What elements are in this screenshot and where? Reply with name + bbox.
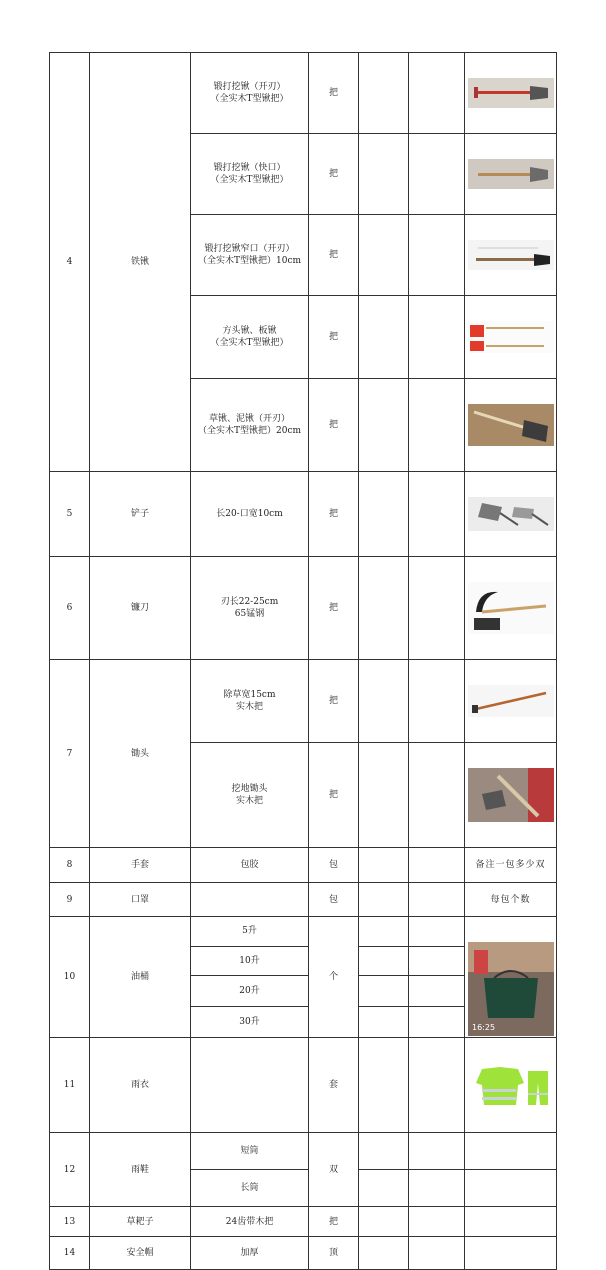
item-spec: 加厚 [191, 1237, 309, 1270]
quantity-cell [359, 883, 409, 917]
shovel-sharp-edge-icon [468, 147, 554, 201]
quantity-cell [359, 134, 409, 215]
item-unit: 把 [309, 472, 359, 557]
item-spec: 刃长22-25cm 65锰钢 [191, 557, 309, 660]
price-cell [409, 976, 465, 1007]
price-cell [409, 660, 465, 743]
table-row [50, 848, 557, 883]
item-unit: 双 [309, 1133, 359, 1207]
row-number: 13 [50, 1207, 90, 1237]
item-spec: 草锹、泥锹（开刃） （全实木T型锹把）20cm [191, 379, 309, 472]
quantity-cell [359, 1133, 409, 1170]
item-spec: 方头锹、板锹 （全实木T型锹把） [191, 296, 309, 379]
item-unit: 把 [309, 743, 359, 848]
sickle-icon [468, 570, 554, 646]
price-cell [409, 1038, 465, 1133]
item-spec: 5升 [191, 917, 309, 947]
item-unit: 包 [309, 848, 359, 883]
price-cell [409, 1133, 465, 1170]
item-spec [191, 1038, 309, 1133]
remark-cell [465, 1133, 557, 1170]
row-number: 11 [50, 1038, 90, 1133]
price-cell [409, 472, 465, 557]
price-cell [409, 1207, 465, 1237]
item-spec: 锻打挖锹（快口） （全实木T型锹把） [191, 134, 309, 215]
item-name: 雨衣 [90, 1038, 191, 1133]
quantity-cell [359, 1207, 409, 1237]
table-row [50, 660, 557, 743]
price-cell [409, 379, 465, 472]
price-cell [409, 917, 465, 947]
item-name: 雨鞋 [90, 1133, 191, 1207]
table-row [50, 883, 557, 917]
narrow-shovel-icon [468, 228, 554, 282]
remark-cell: 备注一包多少双 [465, 848, 557, 883]
quantity-cell [359, 1170, 409, 1207]
item-spec: 30升 [191, 1007, 309, 1038]
table-row [50, 1133, 557, 1170]
item-unit: 个 [309, 917, 359, 1038]
digging-hoe-icon [468, 756, 554, 834]
price-cell [409, 215, 465, 296]
item-name: 草耙子 [90, 1207, 191, 1237]
oil-bucket-icon [468, 930, 554, 1032]
quantity-cell [359, 215, 409, 296]
row-number: 9 [50, 883, 90, 917]
remark-cell [465, 1237, 557, 1270]
quantity-cell [359, 1237, 409, 1270]
price-cell [409, 53, 465, 134]
quantity-cell [359, 743, 409, 848]
row-number: 6 [50, 557, 90, 660]
price-cell [409, 1170, 465, 1207]
row-number: 7 [50, 660, 90, 848]
item-spec: 除草宽15cm 实木把 [191, 660, 309, 743]
table-row [50, 917, 557, 947]
row-number: 8 [50, 848, 90, 883]
row-number: 4 [50, 53, 90, 472]
raincoat-icon [468, 1051, 554, 1119]
item-spec: 20升 [191, 976, 309, 1007]
table-row [50, 1038, 557, 1133]
quantity-cell [359, 917, 409, 947]
item-unit: 把 [309, 557, 359, 660]
quantity-cell [359, 53, 409, 134]
photo-timestamp: 16:25 [471, 1023, 495, 1032]
quantity-cell [359, 472, 409, 557]
item-spec: 10升 [191, 946, 309, 976]
procurement-table [49, 52, 557, 1270]
square-shovel-icon [468, 309, 554, 365]
row-number: 12 [50, 1133, 90, 1207]
item-spec: 锻打挖锹（开刃） （全实木T型锹把） [191, 53, 309, 134]
item-spec: 长20-口宽10cm [191, 472, 309, 557]
price-cell [409, 134, 465, 215]
row-number: 14 [50, 1237, 90, 1270]
item-name: 铁锹 [90, 53, 191, 472]
price-cell [409, 743, 465, 848]
price-cell [409, 946, 465, 976]
item-spec: 短筒 [191, 1133, 309, 1170]
row-number: 10 [50, 917, 90, 1038]
price-cell [409, 883, 465, 917]
item-name: 口罩 [90, 883, 191, 917]
quantity-cell [359, 1038, 409, 1133]
item-spec: 包胶 [191, 848, 309, 883]
item-unit: 把 [309, 660, 359, 743]
remark-cell: 每包个数 [465, 883, 557, 917]
price-cell [409, 1007, 465, 1038]
quantity-cell [359, 557, 409, 660]
table-row [50, 1207, 557, 1237]
item-spec: 锻打挖锹窄口（开刃） （全实木T型锹把）10cm [191, 215, 309, 296]
quantity-cell [359, 848, 409, 883]
quantity-cell [359, 660, 409, 743]
item-unit: 把 [309, 134, 359, 215]
item-unit: 把 [309, 1207, 359, 1237]
item-name: 油桶 [90, 917, 191, 1038]
table-row [50, 472, 557, 557]
grass-shovel-icon [468, 392, 554, 458]
remark-cell [465, 1170, 557, 1207]
price-cell [409, 296, 465, 379]
quantity-cell [359, 296, 409, 379]
item-spec: 长筒 [191, 1170, 309, 1207]
table-row [50, 557, 557, 660]
item-unit: 把 [309, 53, 359, 134]
item-spec [191, 883, 309, 917]
quantity-cell [359, 379, 409, 472]
quantity-cell [359, 1007, 409, 1038]
item-name: 锄头 [90, 660, 191, 848]
item-unit: 把 [309, 215, 359, 296]
price-cell [409, 1237, 465, 1270]
scraper-icon [468, 485, 554, 543]
table-row [50, 1237, 557, 1270]
item-name: 镰刀 [90, 557, 191, 660]
item-unit: 顶 [309, 1237, 359, 1270]
item-unit: 把 [309, 379, 359, 472]
shovel-open-edge-icon [468, 66, 554, 120]
quantity-cell [359, 946, 409, 976]
quantity-cell [359, 976, 409, 1007]
item-unit: 套 [309, 1038, 359, 1133]
table-row [50, 53, 557, 134]
item-unit: 包 [309, 883, 359, 917]
item-spec: 24齿带木把 [191, 1207, 309, 1237]
price-cell [409, 848, 465, 883]
item-name: 安全帽 [90, 1237, 191, 1270]
item-unit: 把 [309, 296, 359, 379]
remark-cell [465, 1207, 557, 1237]
weeding-hoe-icon [468, 673, 554, 729]
item-name: 铲子 [90, 472, 191, 557]
item-spec: 挖地锄头 实木把 [191, 743, 309, 848]
price-cell [409, 557, 465, 660]
row-number: 5 [50, 472, 90, 557]
item-name: 手套 [90, 848, 191, 883]
